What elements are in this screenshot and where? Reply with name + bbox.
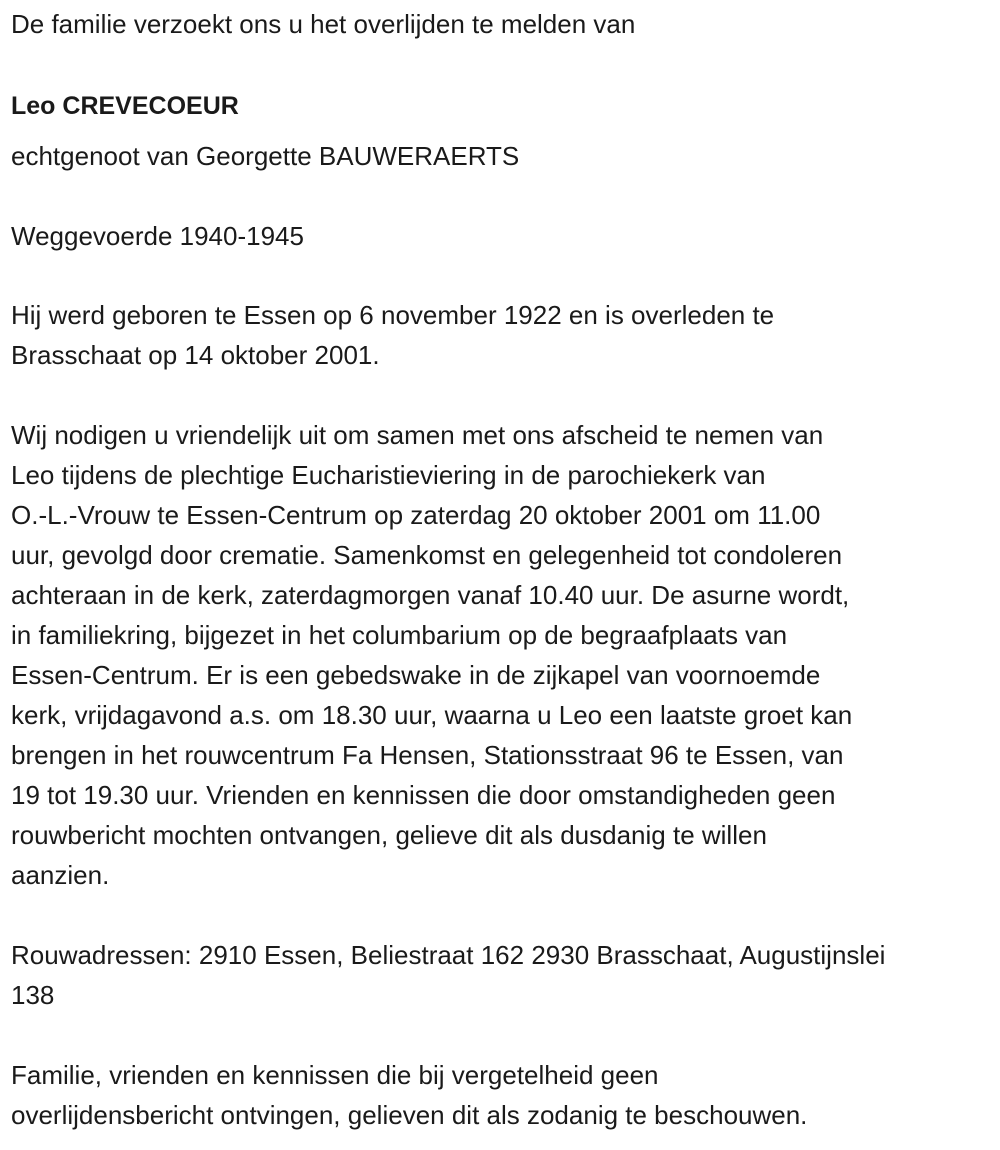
text-line: Leo tijdens de plechtige Eucharistieviering in de parochiekerk van <box>11 460 766 490</box>
intro-text: De familie verzoekt ons u het overlijden te melden van <box>11 9 636 39</box>
text-line: 138 <box>11 980 55 1010</box>
text-line: in familiekring, bijgezet in het columbarium op de begraafplaats van <box>11 620 788 650</box>
text-line: overlijdensbericht ontvingen, gelieven dit als zodanig te beschouwen. <box>11 1100 808 1130</box>
text-line: Wij nodigen u vriendelijk uit om samen met ons afscheid te nemen van <box>11 420 824 450</box>
text-line: Essen-Centrum. Er is een gebedswake in de zijkapel van voornoemde <box>11 660 821 690</box>
spouse-text: echtgenoot van Georgette BAUWERAERTS <box>11 141 520 171</box>
text-line: uur, gevolgd door crematie. Samenkomst en gelegenheid tot condoleren <box>11 540 843 570</box>
text-line: brengen in het rouwcentrum Fa Hensen, Stationsstraat 96 te Essen, van <box>11 740 844 770</box>
deceased-name: Leo CREVECOEUR <box>11 92 239 120</box>
text-line: achteraan in de kerk, zaterdagmorgen vanaf 10.40 uur. De asurne wordt, <box>11 580 850 610</box>
text-line: Hij werd geboren te Essen op 6 november 1922 en is overleden te <box>11 300 775 330</box>
text-line: Brasschaat op 14 oktober 2001. <box>11 340 380 370</box>
text-line: Familie, vrienden en kennissen die bij vergetelheid geen <box>11 1060 659 1090</box>
text-line: rouwbericht mochten ontvangen, gelieve dit als dusdanig te willen <box>11 820 767 850</box>
text-line: aanzien. <box>11 860 110 890</box>
text-line: Rouwadressen: 2910 Essen, Beliestraat 162 2930 Brasschaat, Augustijnslei <box>11 940 886 970</box>
text-line: O.-L.-Vrouw te Essen-Centrum op zaterdag 20 oktober 2001 om 11.00 <box>11 500 821 530</box>
deportee-note: Weggevoerde 1940-1945 <box>11 221 304 251</box>
text-line: kerk, vrijdagavond a.s. om 18.30 uur, waarna u Leo een laatste groet kan <box>11 700 853 730</box>
text-line: 19 tot 19.30 uur. Vrienden en kennissen die door omstandigheden geen <box>11 780 836 810</box>
